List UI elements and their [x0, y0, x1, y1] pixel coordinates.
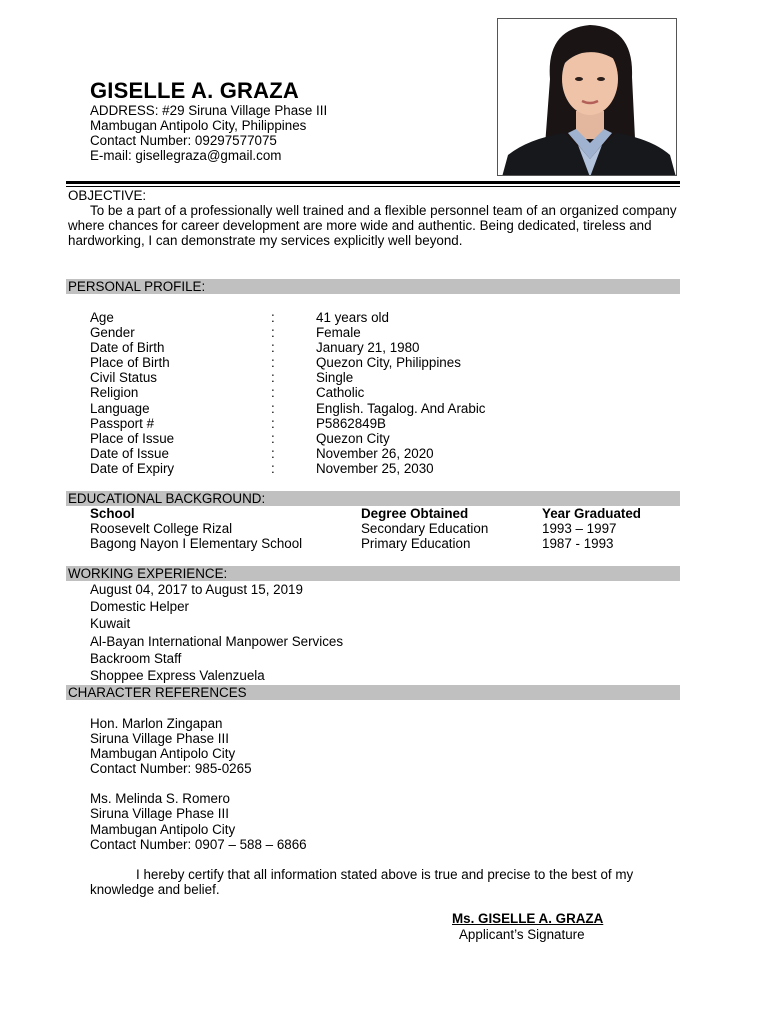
degree-cell: Secondary Education — [361, 521, 489, 537]
work-heading: WORKING EXPERIENCE: — [66, 566, 680, 581]
reference-entry — [90, 791, 307, 851]
personal-profile-heading: PERSONAL PROFILE: — [66, 279, 680, 294]
profile-value: January 21, 1980 — [316, 340, 420, 356]
profile-row — [90, 355, 650, 370]
profile-label: Passport # — [90, 415, 155, 431]
address-line-2: Mambugan Antipolo City, Philippines — [90, 118, 307, 134]
email-address: E-mail: gisellegraza@gmail.com — [90, 148, 282, 164]
header-divider-thin — [66, 186, 680, 187]
education-row — [90, 536, 670, 551]
references-list — [90, 716, 307, 852]
profile-colon: : — [271, 340, 275, 356]
profile-value: November 25, 2030 — [316, 460, 434, 476]
header-divider-thick — [66, 181, 680, 184]
profile-colon: : — [271, 310, 275, 325]
profile-colon: : — [271, 430, 275, 446]
profile-label: Gender — [90, 325, 135, 341]
profile-row — [90, 446, 650, 461]
reference-contact: Contact Number: 0907 – 588 – 6866 — [90, 836, 307, 852]
reference-city-line: Mambugan Antipolo City — [90, 821, 236, 837]
column-header-year: Year Graduated — [542, 506, 641, 521]
profile-row — [90, 370, 650, 385]
profile-row — [90, 416, 650, 431]
profile-value: Quezon City, Philippines — [316, 355, 461, 371]
profile-value: November 26, 2020 — [316, 445, 434, 461]
reference-entry — [90, 716, 307, 776]
profile-colon: : — [271, 370, 275, 386]
education-row — [90, 521, 670, 536]
address-line-1: ADDRESS: #29 Siruna Village Phase III — [90, 103, 328, 118]
work-line: Domestic Helper — [90, 599, 189, 615]
education-table — [90, 506, 670, 551]
applicant-name: GISELLE A. GRAZA — [90, 78, 299, 103]
signature-label: Applicant’s Signature — [459, 927, 585, 942]
profile-colon: : — [271, 400, 275, 416]
profile-label: Place of Birth — [90, 355, 170, 371]
work-line: Backroom Staff — [90, 650, 182, 666]
signature-name: Ms. GISELLE A. GRAZA — [452, 911, 604, 926]
year-cell: 1987 - 1993 — [542, 536, 614, 552]
reference-city-line: Mambugan Antipolo City — [90, 746, 236, 762]
profile-label: Date of Issue — [90, 445, 169, 461]
profile-label: Language — [90, 400, 150, 416]
profile-label: Date of Birth — [90, 340, 165, 356]
column-header-school: School — [90, 506, 135, 521]
school-cell: Bagong Nayon I Elementary School — [90, 536, 303, 552]
profile-value: Catholic — [316, 385, 365, 401]
objective-text: To be a part of a professionally well trained and a flexible personnel team of an organized company where chances for career development are more wide and authentic. Being dedicated, tireless and hardworking, I can demonstrate my services explicitly well beyond. — [68, 203, 677, 249]
profile-value: English. Tagalog. And Arabic — [316, 400, 486, 416]
certification-text: I hereby certify that all information stated above is true and precise to the best of my knowledge and belief. — [90, 867, 634, 898]
contact-block — [90, 103, 327, 163]
profile-row — [90, 325, 650, 340]
profile-colon: : — [271, 445, 275, 461]
applicant-photo — [497, 18, 677, 176]
profile-row — [90, 340, 650, 355]
profile-value: P5862849B — [316, 415, 386, 431]
profile-colon: : — [271, 415, 275, 431]
profile-label: Civil Status — [90, 370, 157, 386]
contact-number: Contact Number: 09297577075 — [90, 133, 277, 149]
objective-text-block — [68, 203, 678, 248]
reference-name: Ms. Melinda S. Romero — [90, 791, 230, 807]
profile-label: Place of Issue — [90, 430, 175, 446]
profile-label: Religion — [90, 385, 139, 401]
work-line: Al-Bayan International Manpower Services — [90, 633, 344, 649]
year-cell: 1993 – 1997 — [542, 521, 617, 537]
profile-value: Quezon City — [316, 430, 390, 446]
profile-colon: : — [271, 355, 275, 371]
profile-value: Single — [316, 370, 354, 386]
work-line: Shoppee Express Valenzuela — [90, 668, 265, 684]
profile-label: Date of Expiry — [90, 460, 175, 476]
school-cell: Roosevelt College Rizal — [90, 521, 233, 537]
certification-block — [90, 867, 650, 897]
work-list — [90, 581, 343, 684]
reference-contact: Contact Number: 985-0265 — [90, 761, 252, 777]
profile-colon: : — [271, 460, 275, 476]
profile-row — [90, 431, 650, 446]
profile-row — [90, 310, 650, 325]
profile-colon: : — [271, 385, 275, 401]
column-header-degree: Degree Obtained — [361, 506, 469, 521]
education-heading: EDUCATIONAL BACKGROUND: — [66, 491, 680, 506]
portrait-image — [498, 19, 677, 176]
profile-row — [90, 385, 650, 400]
work-line: Kuwait — [90, 616, 131, 632]
profile-label: Age — [90, 310, 114, 325]
personal-profile-list — [90, 310, 650, 476]
references-heading: CHARACTER REFERENCES — [66, 685, 680, 700]
profile-row — [90, 461, 650, 476]
profile-value: 41 years old — [316, 310, 389, 325]
reference-address-line: Siruna Village Phase III — [90, 806, 229, 822]
profile-value: Female — [316, 325, 361, 341]
work-line: August 04, 2017 to August 15, 2019 — [90, 582, 303, 597]
profile-colon: : — [271, 325, 275, 341]
reference-address-line: Siruna Village Phase III — [90, 731, 229, 747]
degree-cell: Primary Education — [361, 536, 471, 552]
objective-heading: OBJECTIVE: — [68, 188, 147, 203]
reference-name: Hon. Marlon Zingapan — [90, 716, 223, 731]
education-header-row — [90, 506, 670, 521]
profile-row — [90, 401, 650, 416]
